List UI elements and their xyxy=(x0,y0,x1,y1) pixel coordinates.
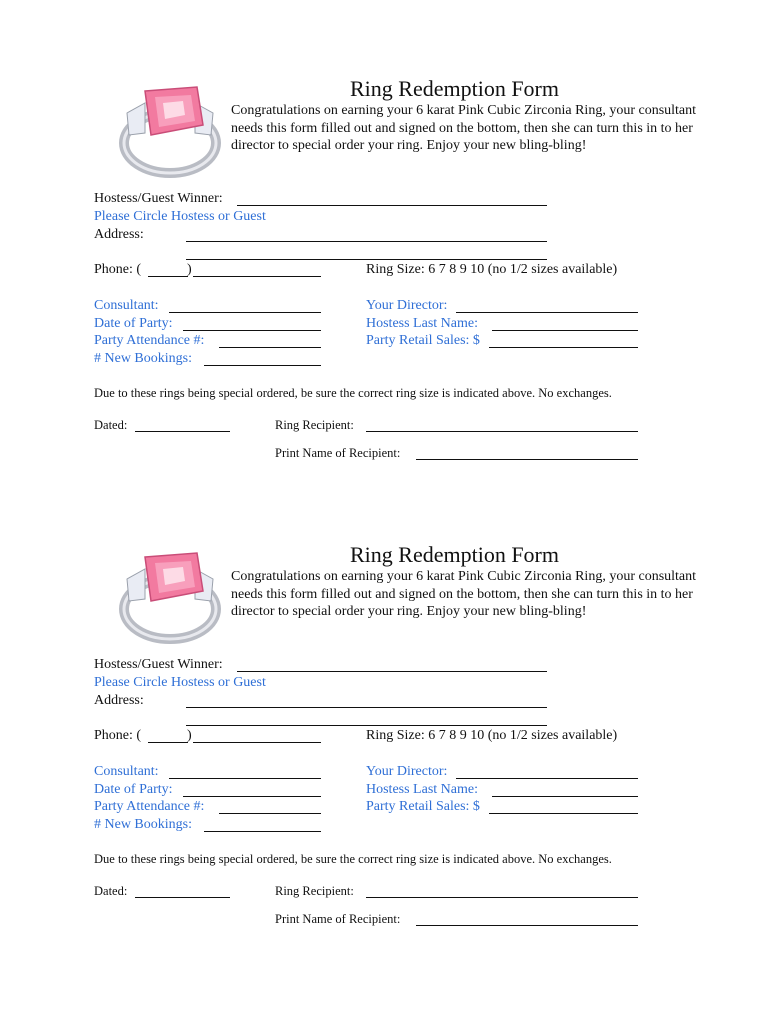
ring-redemption-form-1 xyxy=(0,0,770,470)
dated-label: Dated: xyxy=(94,418,128,432)
print-name-field[interactable] xyxy=(416,459,638,460)
ring-recipient-label: Ring Recipient: xyxy=(275,884,354,898)
party-retail-sales-field[interactable] xyxy=(489,347,638,348)
consultant-label: Consultant: xyxy=(94,764,159,779)
phone-area-code-field[interactable] xyxy=(148,276,188,277)
print-name-field[interactable] xyxy=(416,925,638,926)
address-line-1-field[interactable] xyxy=(186,707,547,708)
dated-field[interactable] xyxy=(135,897,230,898)
hostess-last-name-label: Hostess Last Name: xyxy=(366,782,478,797)
party-attendance-label: Party Attendance #: xyxy=(94,333,205,348)
print-name-label: Print Name of Recipient: xyxy=(275,912,401,926)
hostess-last-name-field[interactable] xyxy=(492,796,638,797)
ring-size-label: Ring Size: 6 7 8 9 10 (no 1/2 sizes available) xyxy=(366,262,618,277)
ring-recipient-signature-field[interactable] xyxy=(366,431,638,432)
date-of-party-field[interactable] xyxy=(183,796,321,797)
address-label: Address: xyxy=(94,227,144,242)
notice-text: Due to these rings being special ordered, be sure the correct ring size is indicated above. No exchanges. xyxy=(94,386,612,400)
pink-ring-image xyxy=(115,73,225,178)
date-of-party-label: Date of Party: xyxy=(94,316,173,331)
phone-number-field[interactable] xyxy=(193,742,321,743)
notice-text: Due to these rings being special ordered, be sure the correct ring size is indicated above. No exchanges. xyxy=(94,852,612,866)
phone-label: Phone: ( xyxy=(94,262,142,277)
address-label: Address: xyxy=(94,693,144,708)
date-of-party-label: Date of Party: xyxy=(94,782,173,797)
phone-paren: ) xyxy=(187,728,192,743)
hostess-last-name-field[interactable] xyxy=(492,330,638,331)
form-title: Ring Redemption Form xyxy=(350,542,559,567)
winner-field[interactable] xyxy=(237,205,547,206)
phone-paren: ) xyxy=(187,262,192,277)
address-line-2-field[interactable] xyxy=(186,259,547,260)
new-bookings-field[interactable] xyxy=(204,831,321,832)
pink-ring-image xyxy=(115,539,225,644)
ring-recipient-signature-field[interactable] xyxy=(366,897,638,898)
party-attendance-label: Party Attendance #: xyxy=(94,799,205,814)
address-line-2-field[interactable] xyxy=(186,725,547,726)
your-director-label: Your Director: xyxy=(366,764,448,779)
ring-recipient-label: Ring Recipient: xyxy=(275,418,354,432)
circle-note: Please Circle Hostess or Guest xyxy=(94,675,266,690)
consultant-field[interactable] xyxy=(169,778,321,779)
date-of-party-field[interactable] xyxy=(183,330,321,331)
form-title: Ring Redemption Form xyxy=(350,76,559,101)
phone-area-code-field[interactable] xyxy=(148,742,188,743)
winner-label: Hostess/Guest Winner: xyxy=(94,191,223,206)
your-director-field[interactable] xyxy=(456,312,638,313)
intro-text: Congratulations on earning your 6 karat Pink Cubic Zirconia Ring, your consultant needs this form filled out and signed on the bottom, then she can turn this in to her director to special order your ring. Enjoy your new bling-bling! xyxy=(231,103,697,153)
circle-note: Please Circle Hostess or Guest xyxy=(94,209,266,224)
party-retail-sales-label: Party Retail Sales: $ xyxy=(366,799,480,814)
intro-text: Congratulations on earning your 6 karat Pink Cubic Zirconia Ring, your consultant needs this form filled out and signed on the bottom, then she can turn this in to her director to special order your ring. Enjoy your new bling-bling! xyxy=(231,569,697,619)
party-attendance-field[interactable] xyxy=(219,813,321,814)
new-bookings-label: # New Bookings: xyxy=(94,817,192,832)
winner-label: Hostess/Guest Winner: xyxy=(94,657,223,672)
dated-label: Dated: xyxy=(94,884,128,898)
new-bookings-field[interactable] xyxy=(204,365,321,366)
party-retail-sales-label: Party Retail Sales: $ xyxy=(366,333,480,348)
ring-size-label: Ring Size: 6 7 8 9 10 (no 1/2 sizes available) xyxy=(366,728,618,743)
address-line-1-field[interactable] xyxy=(186,241,547,242)
winner-field[interactable] xyxy=(237,671,547,672)
phone-label: Phone: ( xyxy=(94,728,142,743)
hostess-last-name-label: Hostess Last Name: xyxy=(366,316,478,331)
party-retail-sales-field[interactable] xyxy=(489,813,638,814)
phone-number-field[interactable] xyxy=(193,276,321,277)
your-director-label: Your Director: xyxy=(366,298,448,313)
party-attendance-field[interactable] xyxy=(219,347,321,348)
consultant-label: Consultant: xyxy=(94,298,159,313)
new-bookings-label: # New Bookings: xyxy=(94,351,192,366)
print-name-label: Print Name of Recipient: xyxy=(275,446,401,460)
consultant-field[interactable] xyxy=(169,312,321,313)
dated-field[interactable] xyxy=(135,431,230,432)
your-director-field[interactable] xyxy=(456,778,638,779)
ring-redemption-form-2 xyxy=(0,466,770,936)
